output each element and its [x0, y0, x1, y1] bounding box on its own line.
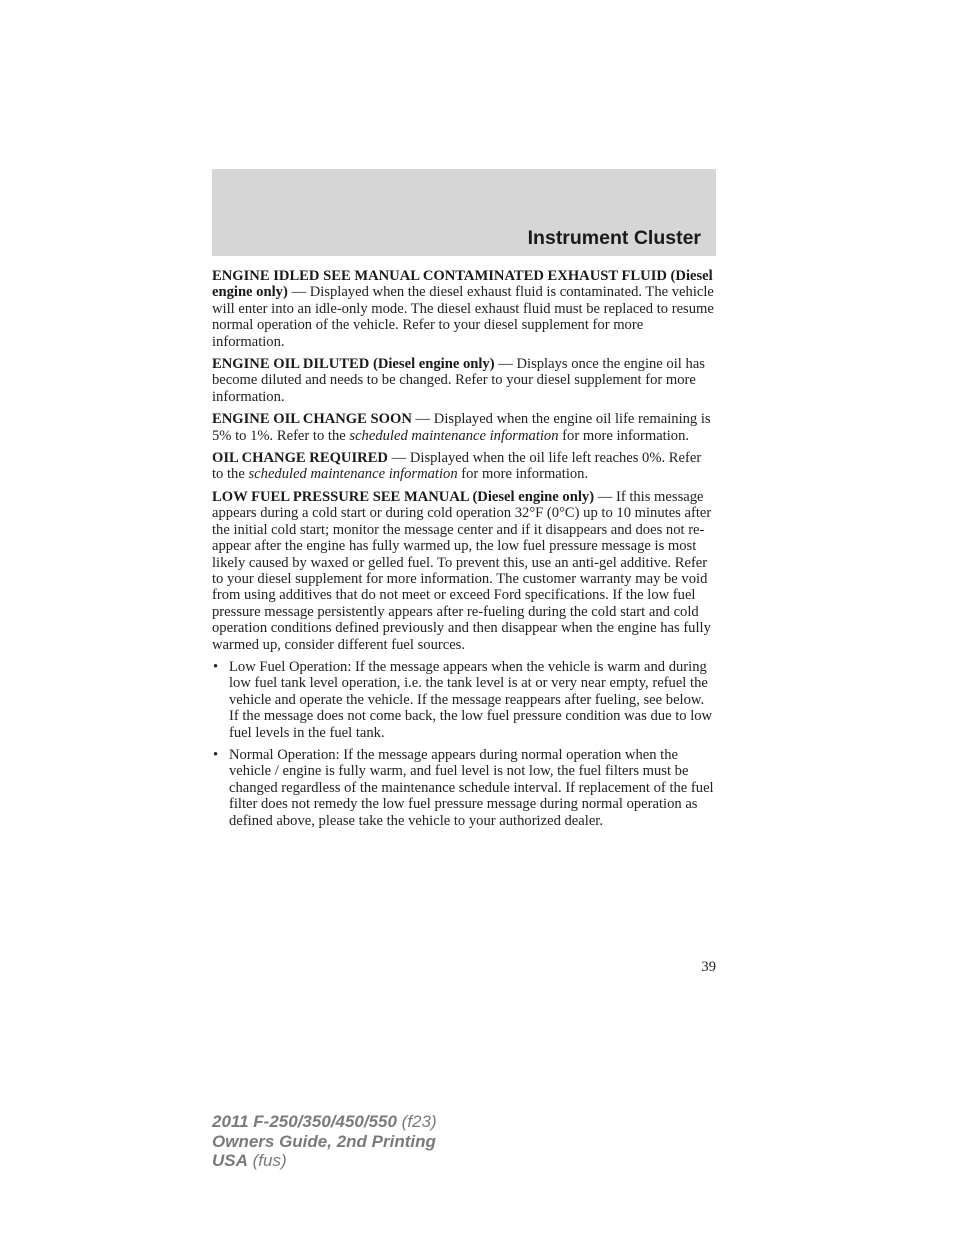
desc-engine-oil-change-soon-a: — Displayed when the engine oil life remaining is 5% to 1%. Refer to the [212, 411, 711, 444]
footer-market-code: (fus) [247, 1151, 287, 1170]
bullet-list [212, 659, 715, 829]
list-item-text: Normal Operation: If the message appears during normal operation when the vehicle / engine is fully warm, and fuel level is not low, the fuel filters must be changed regardless of the maintenance schedule interval. If replacement of the fuel filter does not remedy the low fuel pressure message during normal operation as defined above, please take the vehicle to your authorized dealer. [229, 746, 714, 829]
section-header-band [212, 169, 716, 256]
desc-low-fuel-pressure: — If this message appears during a cold start or during cold operation 32°F (0°C) up to 10 minutes after the initial cold start; monitor the message center and if it disappears and does not re-appear after the engine has fully warmed up, the low fuel pressure message is most likely caused by waxed or gelled fuel. To prevent this, use an anti-gel additive. Refer to your diesel supplement for more information. The customer warranty may be void from using additives that do not meet or exceed Ford specifications. If the low fuel pressure message persistently appears after re-fueling during the cold start and cold operation conditions defined previously and then disappear when the engine has fully warmed up, consider different fuel sources. [212, 488, 712, 653]
desc-engine-oil-diluted: — Displays once the engine oil has become diluted and needs to be changed. Refer to your diesel supplement for more information. [212, 356, 705, 405]
desc-engine-idled: — Displayed when the diesel exhaust fluid is contaminated. The vehicle will enter into an idle-only mode. The diesel exhaust fluid must be replaced to resume normal operation of the vehicle. Refer to your diesel supplement for more information. [212, 284, 714, 350]
footer-model-code: (f23) [396, 1112, 437, 1131]
term-oil-change-required: OIL CHANGE REQUIRED [212, 450, 388, 467]
document-footer [212, 1112, 437, 1171]
term-low-fuel-pressure: LOW FUEL PRESSURE SEE MANUAL (Diesel engine only) [212, 488, 595, 505]
desc-engine-oil-change-soon-b: for more information. [558, 427, 690, 444]
list-item [212, 747, 715, 829]
desc-oil-change-required-b: for more information. [457, 466, 589, 483]
footer-model: 2011 F-250/350/450/550 [212, 1112, 397, 1131]
paragraph-low-fuel-pressure [212, 489, 715, 653]
ref-scheduled-maintenance: scheduled maintenance information [248, 466, 458, 483]
ref-scheduled-maintenance: scheduled maintenance information [349, 427, 559, 444]
footer-line-guide [212, 1132, 437, 1152]
term-engine-idled: ENGINE IDLED SEE MANUAL CONTAMINATED EXHAUST FLUID (Diesel engine only) [212, 268, 713, 301]
footer-line-market [212, 1151, 437, 1171]
page-content [212, 268, 715, 835]
footer-market: USA [212, 1151, 248, 1170]
term-engine-oil-diluted: ENGINE OIL DILUTED (Diesel engine only) [212, 356, 495, 373]
paragraph-engine-oil-diluted [212, 356, 715, 405]
page-number: 39 [701, 959, 716, 975]
list-item [212, 659, 715, 741]
section-title: Instrument Cluster [527, 227, 701, 249]
term-engine-oil-change-soon: ENGINE OIL CHANGE SOON [212, 411, 412, 428]
bullet-icon: • [213, 746, 219, 763]
bullet-icon: • [213, 658, 219, 675]
paragraph-engine-oil-change-soon [212, 411, 715, 444]
list-item-text: Low Fuel Operation: If the message appears when the vehicle is warm and during low fuel tank level operation, i.e. the tank level is at or very near empty, refuel the vehicle and operate the vehicle. If the message reappears after fueling, see below. If the message does not come back, the low fuel pressure condition was due to low fuel levels in the fuel tank. [229, 658, 713, 741]
footer-line-model [212, 1112, 437, 1132]
desc-oil-change-required-a: — Displayed when the oil life left reaches 0%. Refer to the [212, 450, 702, 483]
paragraph-oil-change-required [212, 450, 715, 483]
footer-guide: Owners Guide, 2nd Printing [212, 1131, 436, 1151]
paragraph-engine-idled [212, 268, 715, 350]
